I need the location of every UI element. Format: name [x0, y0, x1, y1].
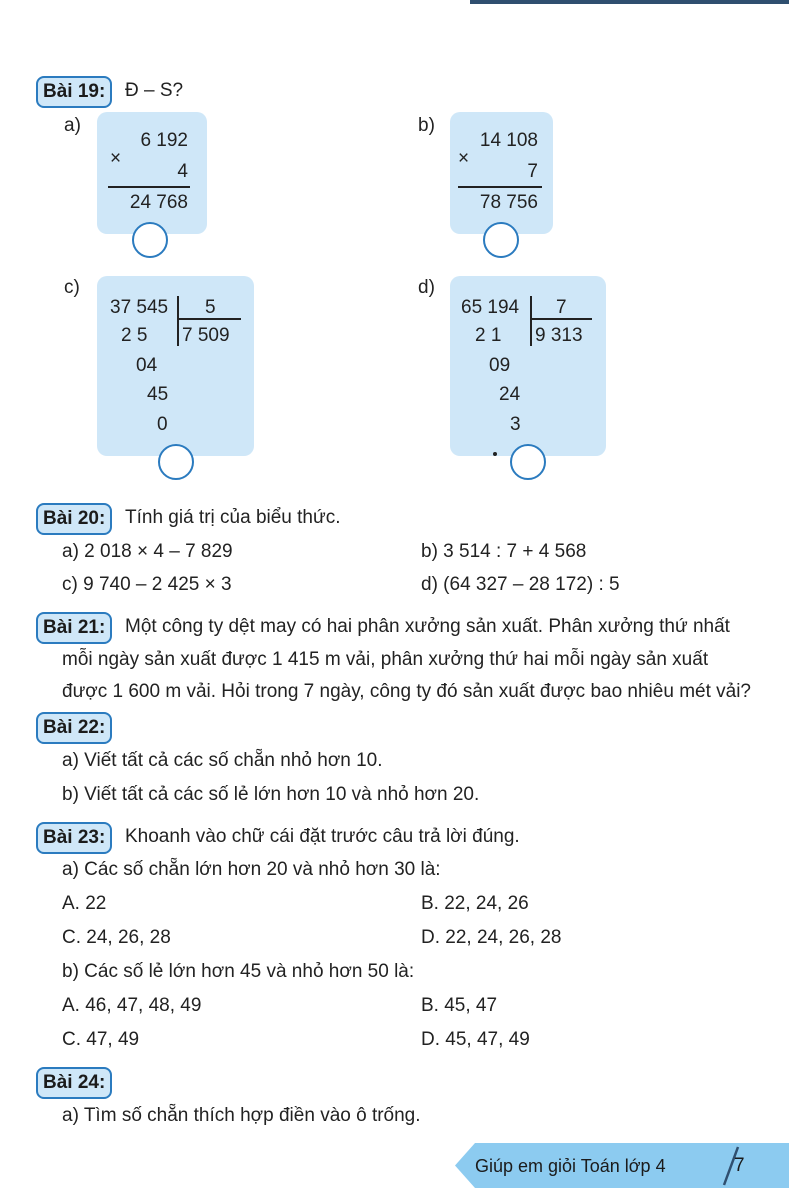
exercise-20-prompt: Tính giá trị của biểu thức. — [125, 507, 341, 528]
exercise-23a-option-c[interactable]: C. 24, 26, 28 — [62, 927, 171, 948]
exercise-23a-option-d[interactable]: D. 22, 24, 26, 28 — [421, 927, 562, 948]
exercise-19a-top: 6 192 — [140, 130, 188, 151]
exercise-19d-step-3: 24 — [499, 384, 521, 405]
exercise-23b-option-a[interactable]: A. 46, 47, 48, 49 — [62, 995, 202, 1016]
exercise-19d-divisor: 7 — [556, 297, 567, 318]
exercise-21-line-3: được 1 600 m vải. Hỏi trong 7 ngày, công ty đó sản xuất được bao nhiêu mét vải? — [62, 681, 752, 702]
exercise-20-badge: Bài 20: — [36, 503, 112, 535]
exercise-23b-option-b[interactable]: B. 45, 47 — [421, 995, 498, 1016]
exercise-21-line-1: Một công ty dệt may có hai phân xưởng sản xuất. Phân xưởng thứ nhất — [125, 616, 730, 637]
exercise-23b-question: b) Các số lẻ lớn hơn 45 và nhỏ hơn 50 là: — [62, 961, 415, 982]
exercise-19c-divisor-rule — [177, 318, 241, 320]
top-rule — [470, 0, 789, 4]
exercise-19c-divisor: 5 — [205, 297, 216, 318]
exercise-24-item-a: a) Tìm số chẵn thích hợp điền vào ô trống. — [62, 1105, 421, 1126]
exercise-19a-result: 24 768 — [129, 192, 188, 213]
exercise-19d-quotient: 9 313 — [535, 325, 583, 346]
exercise-21-line-2: mỗi ngày sản xuất được 1 415 m vải, phân xưởng thứ hai mỗi ngày sản xuất — [62, 649, 709, 670]
exercise-23a-option-a[interactable]: A. 22 — [62, 893, 107, 914]
footer-title: Giúp em giỏi Toán lớp 4 — [475, 1156, 666, 1176]
exercise-19a-operator: × — [110, 148, 122, 169]
exercise-22-badge: Bài 22: — [36, 712, 112, 744]
exercise-23b-option-d[interactable]: D. 45, 47, 49 — [421, 1029, 530, 1050]
exercise-22-item-b: b) Viết tất cả các số lẻ lớn hơn 10 và nhỏ hơn 20. — [62, 784, 480, 805]
exercise-19c-dividend: 37 545 — [110, 297, 169, 318]
exercise-19a-rule — [108, 186, 190, 188]
page-number: 7 — [734, 1155, 745, 1176]
exercise-19c-step-4: 0 — [157, 414, 168, 435]
exercise-23-badge: Bài 23: — [36, 822, 112, 854]
exercise-19c-step-1: 2 5 — [121, 325, 148, 346]
exercise-21-badge: Bài 21: — [36, 612, 112, 644]
exercise-22-item-a: a) Viết tất cả các số chẵn nhỏ hơn 10. — [62, 750, 383, 771]
exercise-19a-bottom: 4 — [177, 161, 188, 182]
exercise-19-prompt: Đ – S? — [125, 80, 184, 101]
exercise-19d-division-bar — [530, 296, 532, 346]
exercise-19c-label: c) — [64, 277, 80, 298]
exercise-24-badge: Bài 24: — [36, 1067, 112, 1099]
exercise-19d-step-4: 3 — [510, 414, 521, 435]
exercise-19c-step-2: 04 — [136, 355, 158, 376]
exercise-23-prompt: Khoanh vào chữ cái đặt trước câu trả lời đúng. — [125, 826, 520, 847]
exercise-19-badge: Bài 19: — [36, 76, 112, 108]
exercise-19b-top: 14 108 — [479, 130, 538, 151]
exercise-19c-quotient: 7 509 — [182, 325, 230, 346]
exercise-19b-result: 78 756 — [479, 192, 538, 213]
exercise-20-item-c: c) 9 740 – 2 425 × 3 — [62, 574, 232, 595]
answer-circle-19a[interactable] — [132, 222, 168, 258]
exercise-19b-operator: × — [458, 148, 470, 169]
exercise-19d-step-1: 2 1 — [475, 325, 502, 346]
exercise-19c-step-3: 45 — [147, 384, 169, 405]
exercise-19c-division-bar — [177, 296, 179, 346]
exercise-19d-dividend: 65 194 — [461, 297, 520, 318]
answer-circle-19c[interactable] — [158, 444, 194, 480]
exercise-23b-option-c[interactable]: C. 47, 49 — [62, 1029, 140, 1050]
exercise-19b-label: b) — [418, 115, 435, 136]
exercise-23a-question: a) Các số chẵn lớn hơn 20 và nhỏ hơn 30 là: — [62, 859, 441, 880]
exercise-20-item-a: a) 2 018 × 4 – 7 829 — [62, 541, 233, 562]
exercise-20-item-b: b) 3 514 : 7 + 4 568 — [421, 541, 587, 562]
stray-dot — [493, 452, 497, 456]
exercise-19d-label: d) — [418, 277, 435, 298]
exercise-19b-rule — [458, 186, 542, 188]
exercise-20-item-d: d) (64 327 – 28 172) : 5 — [421, 574, 620, 595]
answer-circle-19d[interactable] — [510, 444, 546, 480]
exercise-19b-bottom: 7 — [527, 161, 538, 182]
exercise-19d-step-2: 09 — [489, 355, 511, 376]
exercise-19d-divisor-rule — [530, 318, 592, 320]
exercise-23a-option-b[interactable]: B. 22, 24, 26 — [421, 893, 529, 914]
answer-circle-19b[interactable] — [483, 222, 519, 258]
exercise-19a-label: a) — [64, 115, 81, 136]
